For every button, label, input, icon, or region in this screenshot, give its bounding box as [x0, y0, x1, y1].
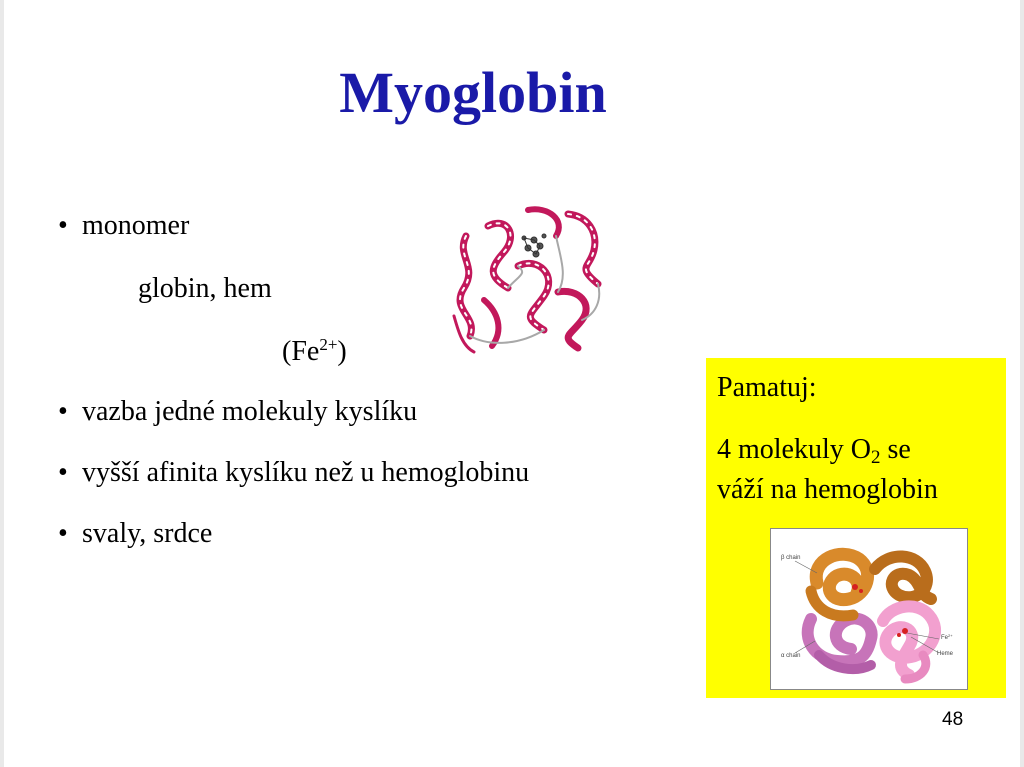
slide-title: Myoglobin — [339, 60, 607, 125]
myoglobin-structure-image — [448, 196, 618, 358]
heme-label: Heme — [937, 651, 954, 657]
note-line-1-b: se — [880, 434, 911, 465]
remember-note-box — [706, 358, 1006, 698]
fe-base: (Fe — [282, 336, 320, 367]
note-line-2: váží na hemoglobin — [717, 474, 938, 505]
note-line-1-a: 4 molekuly O — [717, 434, 871, 465]
bullet-monomer — [58, 212, 189, 240]
slide-right-edge — [1020, 0, 1024, 767]
bullet-glyph: • — [58, 518, 68, 549]
globin-hem-text: globin, hem — [138, 273, 272, 304]
fe-text — [282, 336, 347, 366]
bullet-glyph: • — [58, 396, 68, 427]
alpha-chain-label: α chain — [781, 653, 801, 659]
page-number: 48 — [942, 709, 964, 730]
bullet-monomer-text: monomer — [82, 210, 190, 241]
bullet-afinita-text: vyšší afinita kyslíku než u hemoglobinu — [82, 457, 530, 488]
bullet-afinita — [58, 459, 529, 487]
fe-charge: 2+ — [319, 335, 338, 354]
fe-label-base: Fe — [941, 635, 949, 641]
bullet-glyph: • — [58, 210, 68, 241]
note-line-1-sub: 2 — [871, 447, 881, 468]
bullet-svaly-text: svaly, srdce — [82, 518, 213, 549]
note-line-1 — [717, 436, 911, 467]
note-heading: Pamatuj: — [717, 372, 817, 403]
fe-label-charge: 2+ — [948, 633, 953, 638]
fe-close: ) — [337, 336, 347, 367]
bullet-svaly — [58, 520, 212, 548]
bullet-glyph: • — [58, 457, 68, 488]
hemoglobin-drawing — [771, 529, 967, 689]
bullet-vazba-text: vazba jedné molekuly kyslíku — [82, 396, 418, 427]
hemoglobin-structure-image — [770, 528, 968, 690]
fe-label — [941, 633, 953, 641]
bullet-vazba — [58, 398, 417, 426]
beta-chain-label: β chain — [781, 555, 801, 561]
